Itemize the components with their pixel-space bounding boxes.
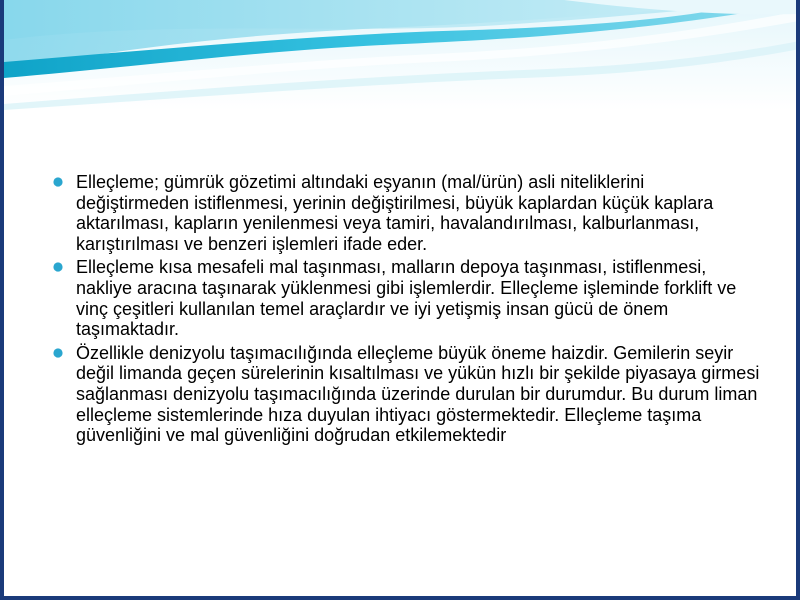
bullet-text: Elleçleme; gümrük gözetimi altındaki eşyanın (mal/ürün) asli niteliklerini değiştirmeden istiflenmesi, yerinin değiştirilmesi, büyük kaplardan küçük kaplara aktarılması, kapların yenilenmesi veya tamiri, havalandırılması, kalburlanması, karıştırılması ve benzeri işlemleri ifade eder. [76,172,714,254]
bullet-disc-icon [53,262,63,272]
wave-header-decoration [4,0,800,110]
bullet-text: Elleçleme kısa mesafeli mal taşınması, malların depoya taşınması, istiflenmesi, nakliye aracına taşınarak yüklenmesi gibi işlemlerdir. Elleçleme işleminde forklift ve vinç çeşitleri kullanılan temel araçlardır ve iyi yetişmiş insan gücü de önem taşımaktadır. [76,257,737,340]
bullet-text: Özellikle denizyolu taşımacılığında elleçleme büyük öneme haizdir. Gemilerin seyir değil limanda geçen sürelerinin kısaltılması ve yükün hızlı bir şekilde piyasaya girmesi sağlanması denizyolu taşımacılığında üzerinde durulan bir durumdur. Bu durum liman elleçleme sistemlerinde hıza duyulan ihtiyacı göstermektedir. Elleçleme taşıma güvenliğini ve mal güvenliğini doğrudan etkilemektedir [76,342,760,446]
bullet-item [52,257,762,339]
bullet-item [52,343,762,446]
bullet-list [52,172,762,446]
bullet-disc-icon [53,177,63,187]
bullet-disc-icon [53,348,63,358]
bullet-item [52,172,762,254]
slide-content [52,172,762,449]
